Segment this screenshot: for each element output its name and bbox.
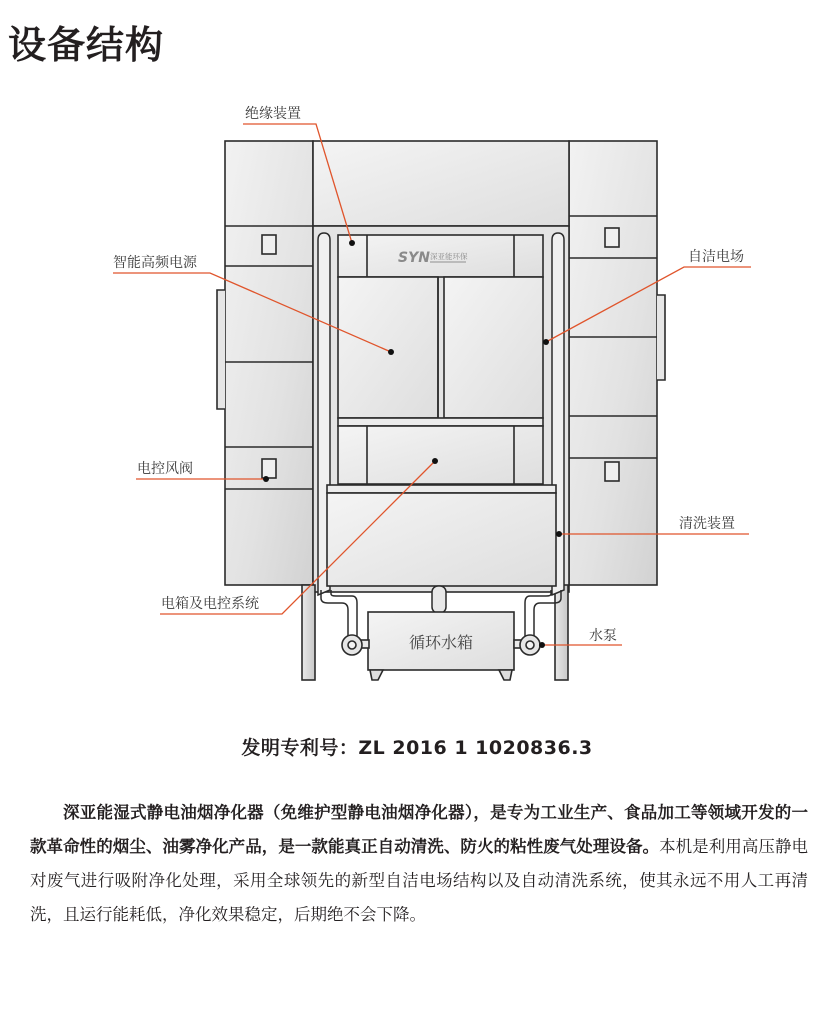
patent-number: 发明专利号：ZL 2016 1 1020836.3	[241, 737, 593, 759]
left-column	[217, 141, 313, 585]
right-window-lower	[605, 462, 619, 481]
callout-self-clean-field: 自洁电场	[688, 249, 744, 265]
dot-washing	[556, 531, 562, 537]
dot-power	[388, 349, 394, 355]
product-description	[30, 796, 808, 932]
description-bold: 深亚能湿式静电油烟净化器（免维护型静电油烟净化器），是专为工业生产、食品加工等领域开发的一款革命性的烟尘、油雾净化产品，是一款能真正自动清洗、防火的粘性废气处理设备。	[30, 803, 808, 856]
power-panel-left	[338, 277, 438, 418]
right-window-upper	[605, 228, 619, 247]
dot-insulation	[349, 240, 355, 246]
callout-damper: 电控风阀	[137, 461, 193, 477]
callout-power: 智能高频电源	[113, 255, 197, 271]
left-window-upper	[262, 235, 276, 254]
power-panel-right	[444, 277, 543, 418]
dot-control-box	[432, 458, 438, 464]
dot-self-clean-field	[543, 339, 549, 345]
svg-text:SYN: SYN	[398, 250, 430, 266]
description-normal: 本机是利用高压静电对废气进行吸附净化处理，采用全球领先的新型自洁电场结构以及自动清洗系统，使其永远不用人工再清洗，且运行能耗低，净化效果稳定，后期绝不会下降。	[30, 837, 809, 924]
left-window-lower	[262, 459, 276, 478]
callout-insulation: 绝缘装置	[245, 106, 301, 122]
svg-text:深亚能环保: 深亚能环保	[430, 252, 468, 261]
right-column	[569, 141, 665, 585]
page-title: 设备结构	[8, 23, 165, 67]
dot-pump	[539, 642, 545, 648]
control-box-panel	[338, 426, 543, 484]
callout-washing: 清洗装置	[679, 516, 735, 532]
callout-control-box: 电箱及电控系统	[161, 596, 259, 612]
dot-damper	[263, 476, 269, 482]
tank-label: 循环水箱	[408, 633, 474, 652]
callout-pump: 水泵	[589, 628, 617, 644]
